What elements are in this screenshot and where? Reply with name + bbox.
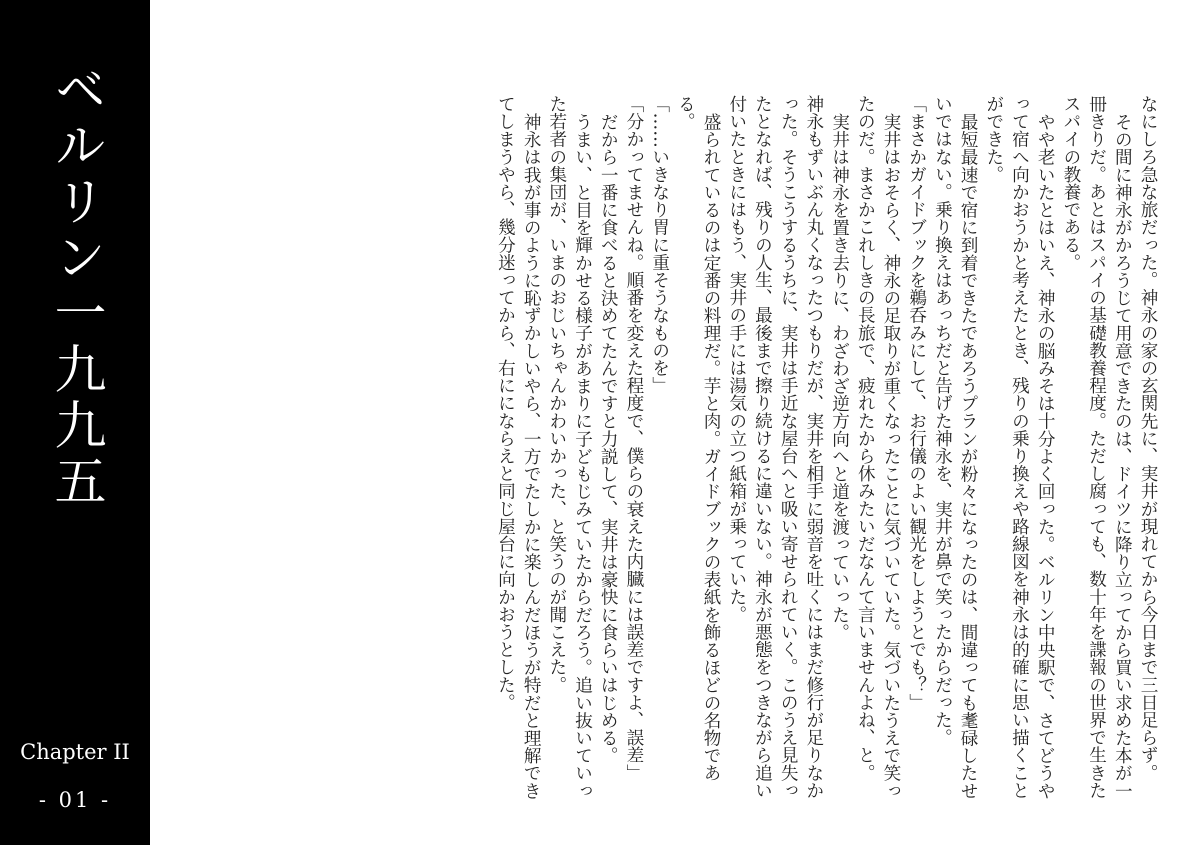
dialogue-paragraph: 「分かってませんね。順番を変えた程度で、僕らの衰えた内臓には誤差ですよ、誤差」 xyxy=(623,95,644,782)
paragraph: 実井は神永を置き去りに、わざわざ逆方向へと道を渡っていった。 xyxy=(829,112,850,641)
paragraph: うまい、と目を輝かせる様子があまりに子どもじみていたからだろう。追い抜いていった若者の集団が、いまのおじいちゃんかわいかった、と笑うのが聞こえた。 xyxy=(546,95,593,799)
paragraph: 実井はおそらく、神永の足取りが重くなったことに気づいていた。気づいたうえで笑ったのだ。まさかこれしきの長旅で、疲れたから休みたいだなんて言いませんよね、と。 xyxy=(855,95,901,799)
paragraph: 盛られているのは定番の料理だ。芋と肉。ガイドブックの表紙を飾るほどの名物である。 xyxy=(675,95,722,782)
paragraph: その間に神永がかろうじて用意できたのは、ドイツに降り立ってから買い求めた本が一冊きりだ。あとはスパイの基礎教養程度。ただし腐っても、数十年を諜報の世界で生きたスパイの教養である。 xyxy=(1060,95,1133,799)
vertical-body-text xyxy=(195,95,1160,800)
chapter-sidebar xyxy=(0,0,150,845)
paragraph: なにしろ急な旅だった。神永の家の玄関先に、実井が現れてから今日まで三日足らず。 xyxy=(1138,95,1158,782)
book-title: ベルリン一九九五 xyxy=(45,62,105,510)
dialogue-paragraph: 「……いきなり胃に重そうなものを」 xyxy=(649,95,670,395)
chapter-label: Chapter II xyxy=(20,740,130,764)
paragraph: 最短最速で宿に到着できたであろうプランが粉々になったのは、間違っても耄碌したせいではない。乗り換えはあっちだと告げた神永を、実井が鼻で笑ったからだった。 xyxy=(932,95,979,799)
paragraph: やや老いたとはいえ、神永の脳みそは十分よく回った。ベルリン中央駅で、さてどうやって宿へ向かおうかと考えたとき、残りの乗り換えや路線図を神永は的確に思い描くことができた。 xyxy=(983,95,1056,799)
paragraph: 神永は我が事のように恥ずかしいやら、一方でたしかに楽しんだほうが特だと理解できてしまうやら、幾分迷ってから、右ににならえと同じ屋台に向かおうとした。 xyxy=(495,95,542,799)
paragraph: 神永もずいぶん丸くなったつもりだが、実井を相手に弱音を吐くにはまだ修行が足りなかった。そうこうするうちに、実井は手近な屋台へと吸い寄せられていく。このうえ見失ったとなれば、残りの人生、最後まで擦り続けるに違いない。神永が悪態をつきながら追い付いたときにはもう、実井の手には湯気の立つ紙箱が乗っていた。 xyxy=(726,95,824,799)
paragraph: だから一番に食べると決めてたんですと力説して、実井は豪快に食らいはじめる。 xyxy=(598,112,619,764)
dialogue-paragraph: 「まさかガイドブックを鵜呑みにして、お行儀のよい観光をしようとでも？」 xyxy=(906,95,927,711)
page-number: - 01 - xyxy=(38,788,112,812)
